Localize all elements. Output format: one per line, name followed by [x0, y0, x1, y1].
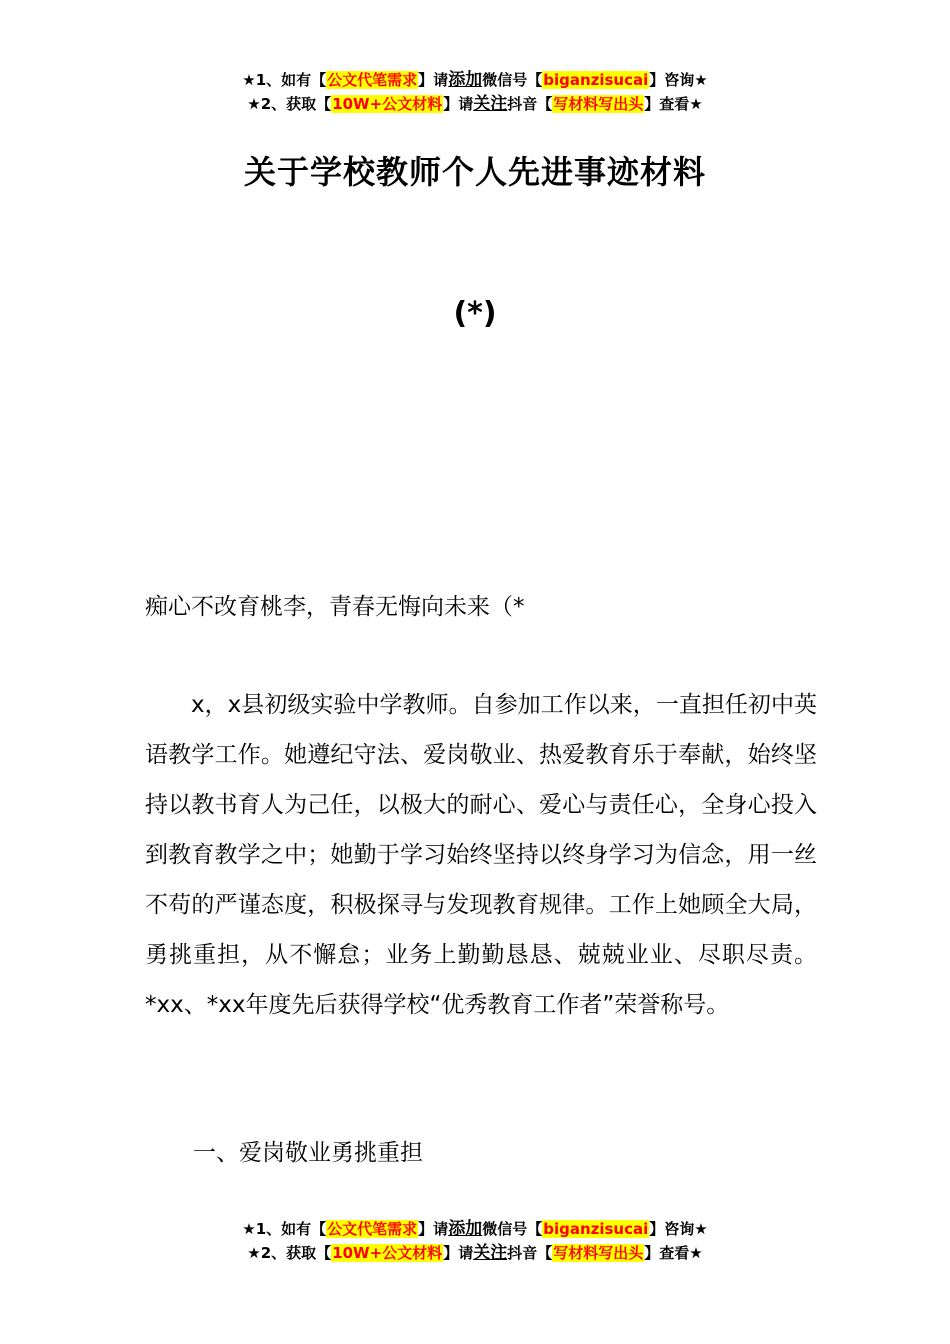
banner-text: ★1、如有【 — [242, 1220, 327, 1238]
banner-text: 】请 — [418, 71, 449, 89]
banner-text: 】咨询★ — [649, 71, 708, 89]
banner-text: 抖音【 — [507, 1244, 553, 1262]
banner-line-1 — [0, 68, 950, 92]
banner-emphasis: 添加 — [448, 70, 483, 90]
banner-highlight-douyin: 写材料写出头 — [553, 1244, 644, 1262]
banner-highlight: 公文代笔需求 — [327, 71, 418, 89]
banner-highlight-douyin: 写材料写出头 — [553, 95, 644, 113]
section-heading: 一、爱岗敬业勇挑重担 — [193, 1140, 423, 1166]
banner-line-1 — [0, 1217, 950, 1241]
document-title: 关于学校教师个人先进事迹材料 — [243, 153, 706, 191]
banner-line-2 — [0, 92, 950, 116]
banner-text: 】请 — [418, 1220, 449, 1238]
banner-emphasis: 添加 — [448, 1219, 483, 1239]
banner-text: 微信号【 — [482, 1220, 543, 1238]
banner-emphasis: 关注 — [473, 94, 508, 114]
banner-text: 】查看★ — [644, 95, 703, 113]
banner-text: 】咨询★ — [649, 1220, 708, 1238]
body-paragraph: x，x县初级实验中学教师。自参加工作以来，一直担任初中英语教学工作。她遵纪守法、爱岗敬业、热爱教育乐于奉献，始终坚持以教书育人为己任，以极大的耐心、爱心与责任心，全身心投入到教育教学之中；她勤于学习始终坚持以终身学习为信念，用一丝不苟的严谨态度，积极探寻与发现教育规律。工作上她顾全大局，勇挑重担，从不懈怠；业务上勤勤恳恳、兢兢业业、尽职尽责。*xx、*xx年度先后获得学校“优秀教育工作者”荣誉称号。 — [145, 692, 817, 1018]
banner-text: ★2、获取【 — [247, 95, 332, 113]
banner-highlight: 10W+公文材料 — [332, 95, 443, 113]
banner-text: 】请 — [443, 95, 474, 113]
document-author: (*) — [453, 296, 497, 331]
header-banner — [0, 68, 950, 116]
banner-highlight-wechat-id: biganzisucai — [543, 71, 649, 89]
banner-highlight-wechat-id: biganzisucai — [543, 1220, 649, 1238]
banner-emphasis: 关注 — [473, 1243, 508, 1263]
banner-text: 】查看★ — [644, 1244, 703, 1262]
banner-highlight: 10W+公文材料 — [332, 1244, 443, 1262]
banner-line-2 — [0, 1241, 950, 1265]
banner-text: ★1、如有【 — [242, 71, 327, 89]
footer-banner — [0, 1217, 950, 1265]
banner-text: 抖音【 — [507, 95, 553, 113]
banner-highlight: 公文代笔需求 — [327, 1220, 418, 1238]
document-subtitle: 痴心不改育桃李，青春无悔向未来（* — [145, 594, 525, 620]
banner-text: ★2、获取【 — [247, 1244, 332, 1262]
banner-text: 】请 — [443, 1244, 474, 1262]
banner-text: 微信号【 — [482, 71, 543, 89]
